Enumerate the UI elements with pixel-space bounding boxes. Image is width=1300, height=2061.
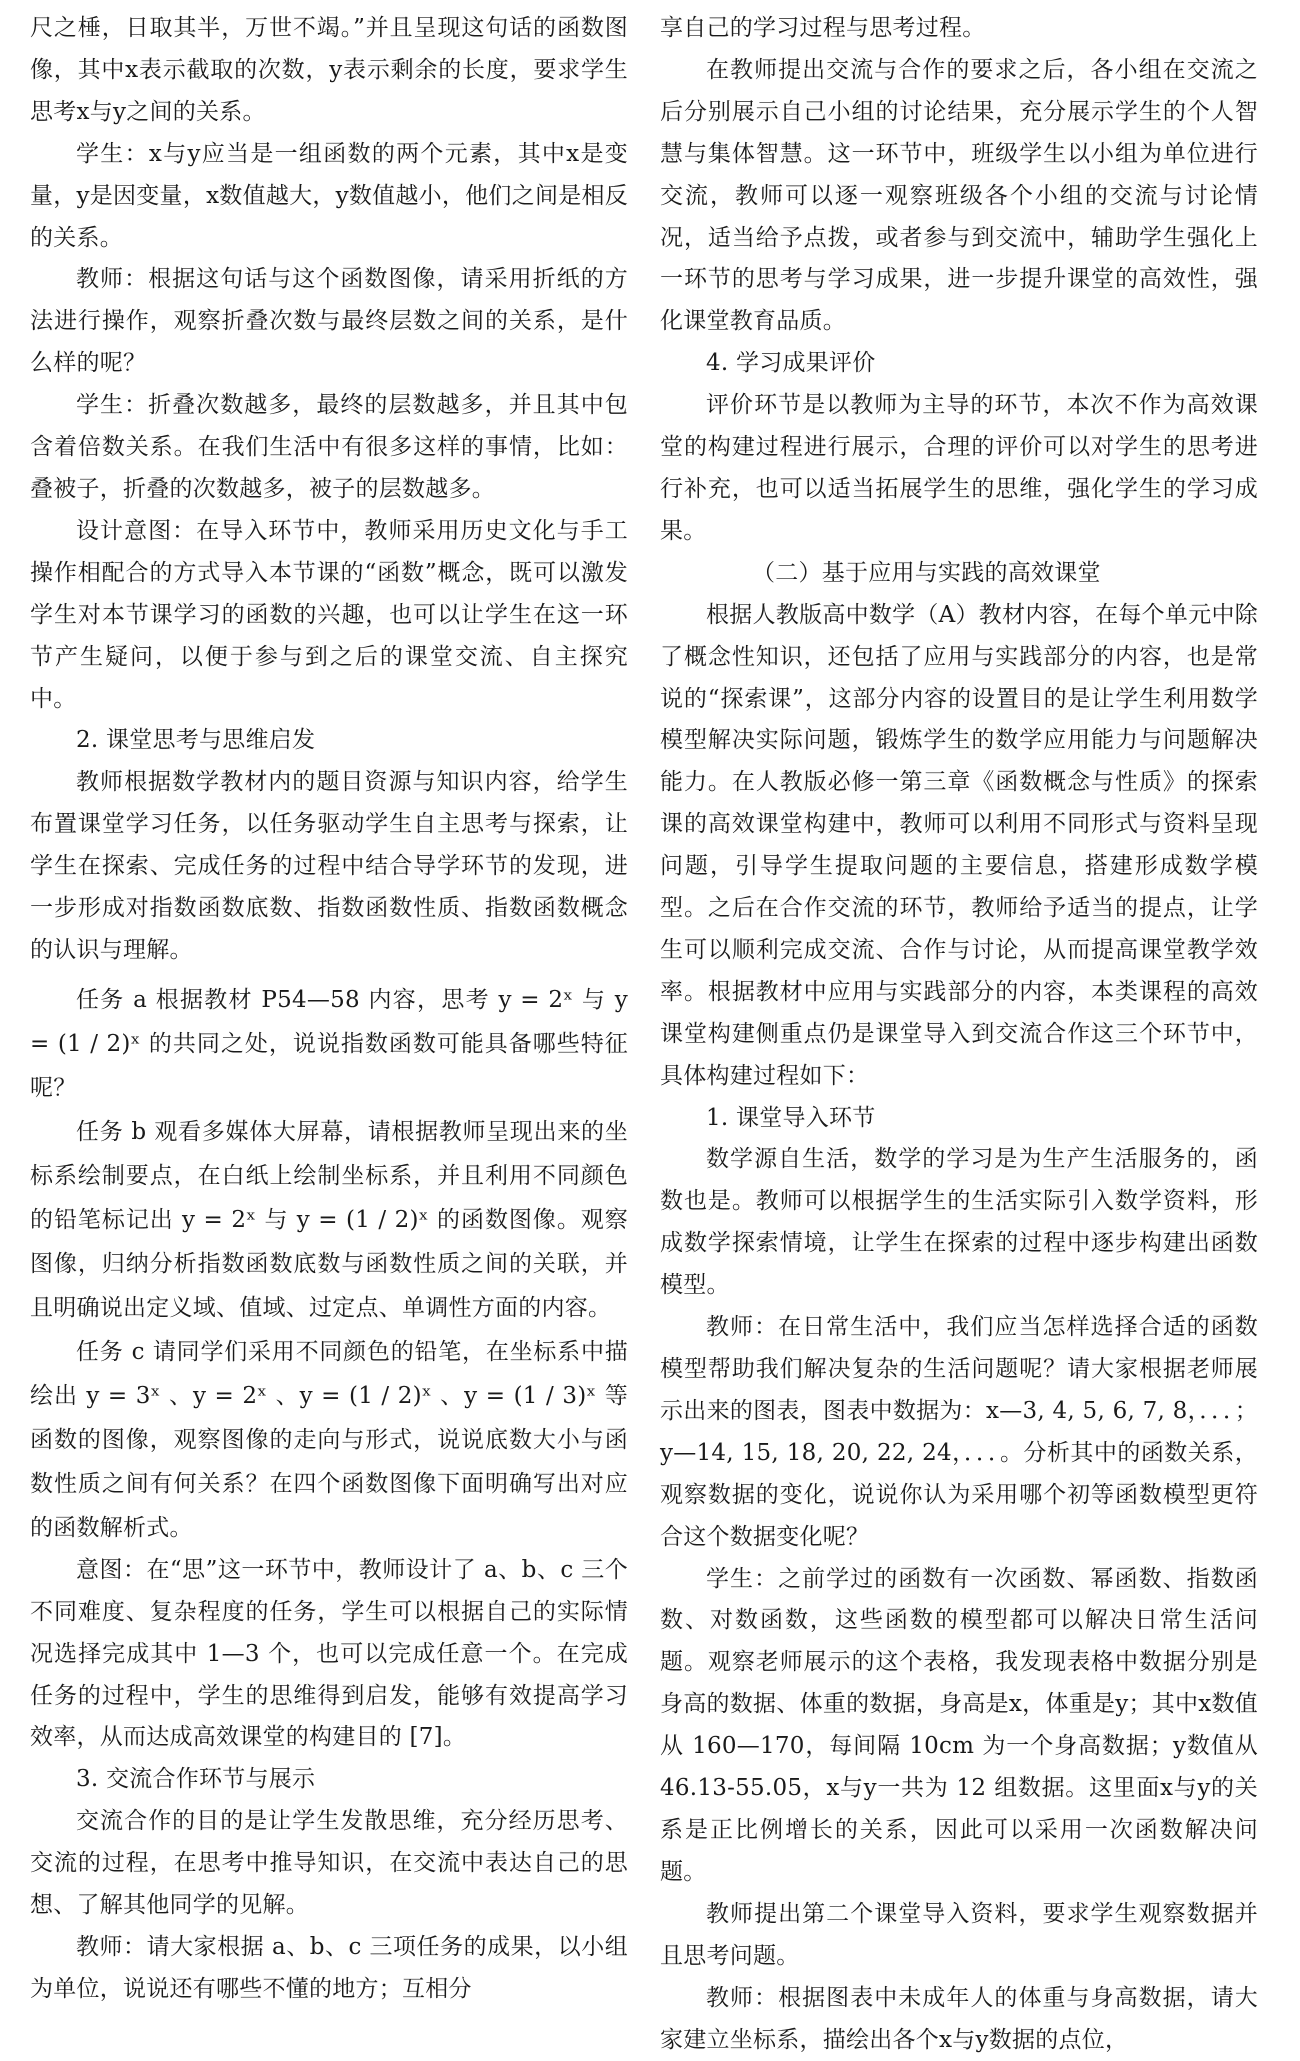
right-paragraph: 根据人教版高中数学（A）教材内容，在每个单元中除了概念性知识，还包括了应用与实践部分的内容，也是常说的“探索课”，这部分内容的设置目的是让学生利用数学模型解决实际问题，锻炼学生的数学应用能力与问题解决能力。在人教版必修一第三章《函数概念与性质》的探索课的高效课堂构建中，教师可以利用不同形式与资料呈现问题，引导学生提取问题的主要信息，搭建形成数学模型。之后在合作交流的环节，教师给予适当的提点，让学生可以顺利完成交流、合作与讨论，从而提高课堂教学效率。根据教材中应用与实践部分的内容，本类课程的高效课堂构建侧重点仍是课堂导入到交流合作这三个环节中，具体构建过程如下：: [660, 601, 1258, 1089]
left-paragraph: 教师：请大家根据 a、b、c 三项任务的成果，以小组为单位，说说还有哪些不懂的地方；互相分: [30, 1934, 628, 2002]
right-column: [660, 8, 1258, 2053]
left-column: [30, 8, 628, 2002]
right-heading: （二）基于应用与实践的高效课堂: [752, 559, 1101, 586]
left-paragraph: 任务 b 观看多媒体大屏幕，请根据教师呈现出来的坐标系绘制要点，在白纸上绘制坐标系，并且利用不同颜色的铅笔标记出 y = 2ˣ 与 y = (1 / 2)ˣ 的函数图像。观察图像，归纳分析指数函数底数与函数性质之间的关联，并且明确说出定义域、值域、过定点、单调性方面的内容。: [30, 1118, 628, 1321]
left-heading: 3. 交流合作环节与展示: [76, 1766, 316, 1793]
left-paragraph: 尺之棰，日取其半，万世不竭。”并且呈现这句话的函数图像，其中x表示截取的次数，y表示剩余的长度，要求学生思考x与y之间的关系。: [30, 15, 628, 125]
right-paragraph: 教师提出第二个课堂导入资料，要求学生观察数据并且思考问题。: [660, 1900, 1258, 1969]
right-paragraph: 享自己的学习过程与思考过程。: [660, 15, 986, 41]
right-heading: 1. 课堂导入环节: [706, 1104, 876, 1131]
left-heading: 2. 课堂思考与思维启发: [76, 727, 316, 754]
left-paragraph: 设计意图：在导入环节中，教师采用历史文化与手工操作相配合的方式导入本节课的“函数”概念，既可以激发学生对本节课学习的函数的兴趣，也可以让学生在这一环节产生疑问，以便于参与到之后的课堂交流、自主探究中。: [30, 517, 628, 712]
left-paragraph: 意图：在“思”这一环节中，教师设计了 a、b、c 三个不同难度、复杂程度的任务，学生可以根据自己的实际情况选择完成其中 1—3 个，也可以完成任意一个。在完成任务的过程中，学生的思维得到启发，能够有效提高学习效率，从而达成高效课堂的构建目的 [7]。: [30, 1556, 628, 1751]
left-paragraph: 教师：根据这句话与这个函数图像，请采用折纸的方法进行操作，观察折叠次数与最终层数之间的关系，是什么样的呢？: [30, 266, 628, 377]
right-paragraph: 数学源自生活，数学的学习是为生产生活服务的，函数也是。教师可以根据学生的生活实际引入数学资料，形成数学探索情境，让学生在探索的过程中逐步构建出函数模型。: [660, 1146, 1258, 1299]
left-paragraph: 任务 c 请同学们采用不同颜色的铅笔，在坐标系中描绘出 y = 3ˣ 、y = 2ˣ 、y = (1 / 2)ˣ 、y = (1 / 3)ˣ 等函数的图像，观察图像的走向与形式，说说底数大小与函数性质之间有何关系？在四个函数图像下面明确写出对应的函数解析式。: [30, 1338, 628, 1541]
right-paragraph: 评价环节是以教师为主导的环节，本次不作为高效课堂的构建过程进行展示，合理的评价可以对学生的思考进行补充，也可以适当拓展学生的思维，强化学生的学习成果。: [660, 392, 1258, 544]
right-paragraph: 教师：根据图表中未成年人的体重与身高数据，请大家建立坐标系，描绘出各个x与y数据的点位，: [660, 1984, 1258, 2053]
right-heading: 4. 学习成果评价: [706, 350, 876, 377]
left-paragraph: 学生：x与y应当是一组函数的两个元素，其中x是变量，y是因变量，x数值越大，y数值越小，他们之间是相反的关系。: [30, 140, 628, 251]
left-paragraph: 任务 a 根据教材 P54—58 内容，思考 y = 2ˣ 与 y = (1 / 2)ˣ 的共同之处，说说指数函数可能具备哪些特征呢？: [30, 986, 628, 1101]
left-paragraph: 教师根据数学教材内的题目资源与知识内容，给学生布置课堂学习任务，以任务驱动学生自主思考与探索，让学生在探索、完成任务的过程中结合导学环节的发现，进一步形成对指数函数底数、指数函数性质、指数函数概念的认识与理解。: [30, 769, 628, 963]
left-paragraph: 学生：折叠次数越多，最终的层数越多，并且其中包含着倍数关系。在我们生活中有很多这样的事情，比如：叠被子，折叠的次数越多，被子的层数越多。: [30, 392, 628, 502]
right-paragraph: 在教师提出交流与合作的要求之后，各小组在交流之后分别展示自己小组的讨论结果，充分展示学生的个人智慧与集体智慧。这一环节中，班级学生以小组为单位进行交流，教师可以逐一观察班级各个小组的交流与讨论情况，适当给予点拨，或者参与到交流中，辅助学生强化上一环节的思考与学习成果，进一步提升课堂的高效性，强化课堂教育品质。: [660, 56, 1258, 335]
right-paragraph: 教师：在日常生活中，我们应当怎样选择合适的函数模型帮助我们解决复杂的生活问题呢？请大家根据老师展示出来的图表，图表中数据为：x—3, 4, 5, 6, 7, 8，．．．； y—14, 15, 18, 20, 22, 24，．．．。分析其中的函数关系，观察数据的变化，说说你认为采用哪个初等函数模型更符合这个数据变化呢？: [660, 1314, 1258, 1550]
right-paragraph: 学生：之前学过的函数有一次函数、幂函数、指数函数、对数函数，这些函数的模型都可以解决日常生活问题。观察老师展示的这个表格，我发现表格中数据分别是身高的数据、体重的数据，身高是x，体重是y；其中x数值从 160—170，每间隔 10cm 为一个身高数据；y数值从 46.13-55.05，x与y一共为 12 组数据。这里面x与y的关系是正比例增长的关系，因此可以采用一次函数解决问题。: [660, 1565, 1258, 1885]
left-paragraph: 交流合作的目的是让学生发散思维，充分经历思考、交流的过程，在思考中推导知识，在交流中表达自己的思想、了解其他同学的见解。: [30, 1808, 628, 1919]
